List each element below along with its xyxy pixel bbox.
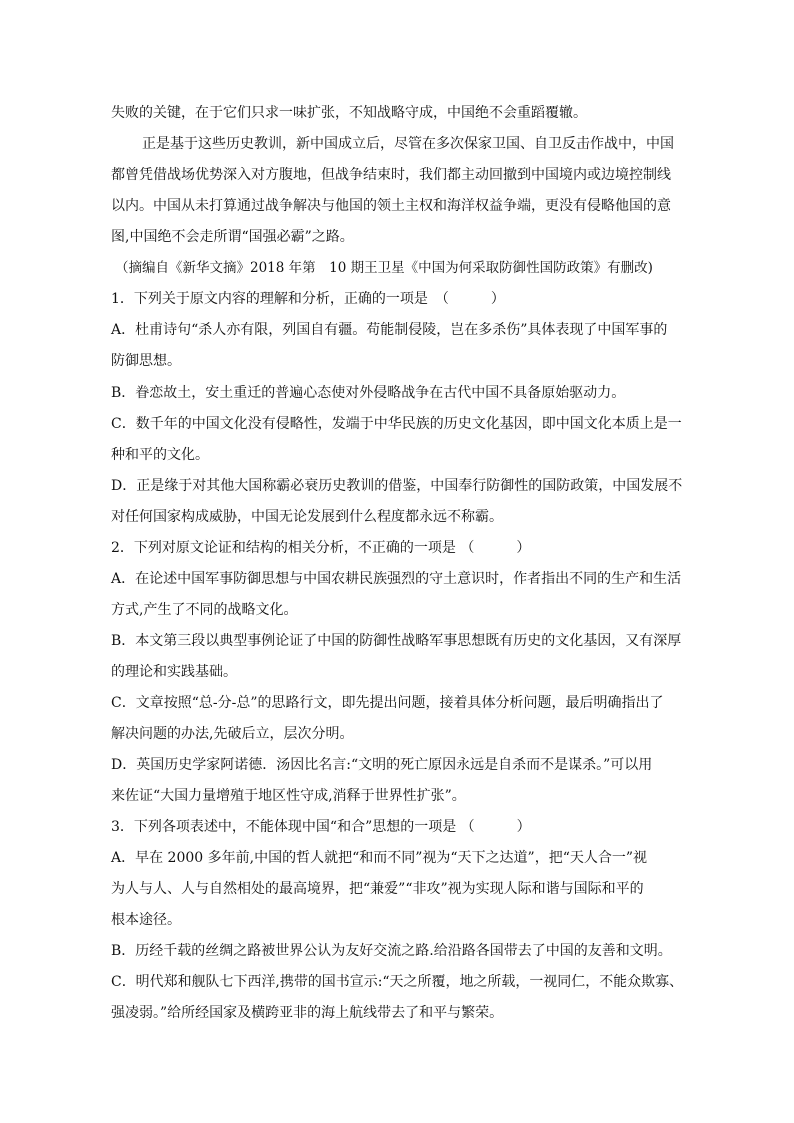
paragraph-line: 以内。中国从未打算通过战争解决与他国的领土主权和海洋权益争端，更没有侵略他国的意 — [111, 198, 671, 214]
source-citation: （摘编自《新华文摘》2018 年第 10 期王卫星《中国为何采取防御性国防政策》有删改) — [115, 260, 653, 276]
paragraph-line: 都曾凭借战场优势深入对方腹地，但战争结束时，我们都主动回撤到中国境内或边境控制线 — [111, 167, 671, 183]
paragraph-line: 失败的关键，在于它们只求一味扩张，不知战略守成，中国绝不会重蹈覆辙。 — [111, 105, 587, 121]
question-3-option-a: A．早在 2000 多年前,中国的哲人就把“和而不同”视为“天下之达道”，把“天人合一”视 — [111, 850, 648, 866]
question-2-option-d-cont: 来佐证“大国力量增殖于地区性守成,消释于世界性扩张”。 — [111, 788, 466, 804]
paragraph-line: 正是基于这些历史教训，新中国成立后，尽管在多次保家卫国、自卫反击作战中，中国 — [142, 136, 674, 152]
question-2-option-b-cont: 的理论和实践基础。 — [111, 664, 237, 680]
question-2-option-b: B．本文第三段以典型事例论证了中国的防御性战略军事思想既有历史的文化基因，又有深厚 — [111, 633, 682, 649]
question-1-option-d-cont: 对任何国家构成威胁，中国无论发展到什么程度都永远不称霸。 — [111, 509, 503, 525]
question-1-option-c: C．数千年的中国文化没有侵略性，发端于中华民族的历史文化基因，即中国文化本质上是一 — [111, 416, 682, 432]
question-1-option-b: B．眷恋故土，安土重迁的普遍心态使对外侵略战争在古代中国不具备原始驱动力。 — [111, 385, 626, 401]
question-2-option-a: A．在论述中国军事防御思想与中国农耕民族强烈的守土意识时，作者指出不同的生产和生活 — [111, 571, 682, 587]
question-3-option-c-cont: 强凌弱。”给所经国家及横跨亚非的海上航线带去了和平与繁荣。 — [111, 1005, 504, 1021]
paragraph-line: 图,中国绝不会走所谓“国强必霸”之路。 — [111, 229, 354, 245]
question-2-option-a-cont: 方式,产生了不同的战略文化。 — [111, 602, 298, 618]
question-3-option-c: C．明代郑和舰队七下西洋,携带的国书宣示:“天之所覆，地之所载，一视同仁，不能众欺寡、 — [111, 974, 684, 990]
question-2-option-c: C．文章按照“总-分-总”的思路行文，即先提出问题，接着具体分析问题，最后明确指出了 — [111, 695, 664, 711]
question-1-option-a: A．杜甫诗句“杀人亦有限，列国自有疆。苟能制侵陵，岂在多杀伤”具体表现了中国军事的 — [111, 322, 668, 338]
question-2-option-c-cont: 解决问题的办法,先破后立，层次分明。 — [111, 726, 354, 742]
question-1-option-c-cont: 种和平的文化。 — [111, 447, 209, 463]
question-3-option-a-cont: 为人与人、人与自然相处的最高境界，把“兼爱”“非攻”视为实现人际和谐与国际和平的 — [111, 881, 644, 897]
question-3-stem: 3．下列各项表述中，不能体现中国“和合”思想的一项是 （ ） — [111, 819, 531, 835]
question-3-option-b: B．历经千载的丝绸之路被世界公认为友好交流之路.给沿路各国带去了中国的友善和文明。 — [111, 943, 672, 959]
question-2-option-d: D．英国历史学家阿诺德．汤因比名言:“文明的死亡原因永远是自杀而不是谋杀。”可以用 — [111, 757, 653, 773]
question-3-option-a-cont: 根本途径。 — [111, 912, 181, 928]
question-1-option-d: D．正是缘于对其他大国称霸必衰历史教训的借鉴，中国奉行防御性的国防政策，中国发展不 — [111, 478, 683, 494]
question-2-stem: 2．下列对原文论证和结构的相关分析，不正确的一项是 （ ） — [111, 540, 531, 556]
question-1-stem: 1．下列关于原文内容的理解和分析，正确的一项是 （ ） — [111, 291, 505, 307]
question-1-option-a-cont: 防御思想。 — [111, 353, 181, 369]
